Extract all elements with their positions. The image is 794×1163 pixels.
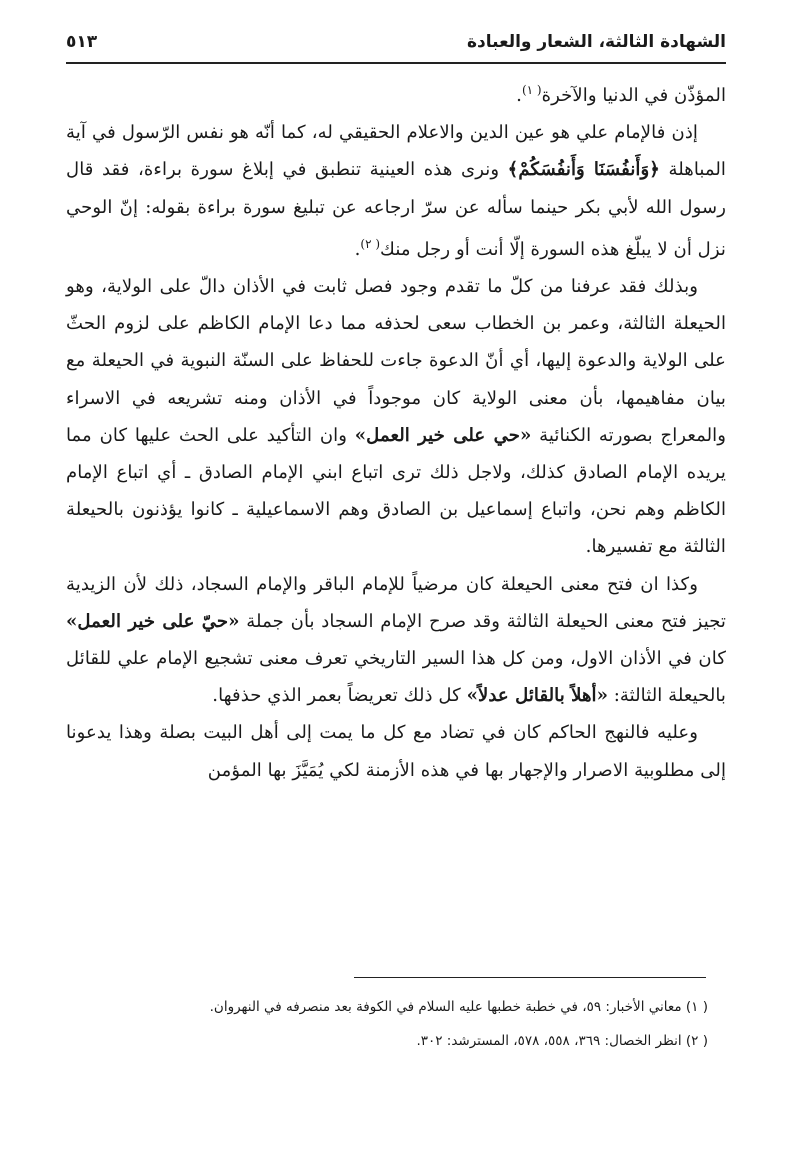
paragraph-text: إذن فالإمام علي هو عين الدين والاعلام الحقيقي له، كما أنّه هو نفس الرّسول في آية المباهلة (66, 122, 726, 181)
quran-quote: ﴿وَأَنفُسَنَا وَأَنفُسَكُمْ﴾ (507, 159, 660, 181)
paragraph-text: . (516, 85, 522, 106)
paragraph-text: . (354, 238, 361, 260)
footnote-ref-2[interactable]: ( ٢) (360, 236, 381, 251)
paragraph-text: كان في الأذان الاول، ومن كل هذا السير التاريخي تعرف معنى تشجيع الإمام علي للقائل بالحيعلة الثالثة: (66, 648, 726, 707)
paragraph-text: كل ذلك تعريضاً بعمر الذي حذفها. (212, 685, 467, 707)
paragraph-text: وان التأكيد على الحث عليها كان مما يريده الإمام الصادق كذلك، ولاجل ذلك ترى اتباع ابني الإمام الصادق ـ أي اتباع الإمام الكاظم وهم نحن، واتباع إسماعيل بن الصادق وهم الاسماعيلية ـ كانوا يؤذنون بالحيعلة الثالثة مع تفسيرها. (66, 424, 726, 558)
bold-phrase: «أهلاً بالقائل عدلاً» (466, 685, 608, 707)
paragraph-2 (66, 114, 726, 268)
paragraph-5 (66, 714, 726, 788)
page-number: ٥١٣ (66, 32, 98, 52)
bold-phrase: «حيّ على خير العمل» (66, 610, 240, 632)
footnotes (66, 990, 708, 1058)
body-text (66, 72, 726, 789)
footnote-ref-1[interactable]: ( ١) (521, 83, 542, 97)
paragraph-text: وعليه فالنهج الحاكم كان في تضاد مع كل ما يمت إلى أهل البيت بصلة وهذا يدعونا إلى مطلوبية الاصرار والإجهار بها في هذه الأزمنة لكي يُمَيَّزَ بها المؤمن (66, 722, 726, 781)
footnote-separator (354, 977, 706, 978)
chapter-title: الشهادة الثالثة، الشعار والعبادة (467, 32, 726, 52)
paragraph-text: وكذا ان فتح معنى الحيعلة كان مرضياً للإمام الباقر والإمام السجاد، ذلك لأن الزيدية تجيز فتح معنى الحيعلة الثالثة وقد صرح الإمام السجاد بأن جملة (66, 573, 726, 632)
paragraph-4 (66, 566, 726, 715)
paragraph-1 (66, 72, 726, 114)
footnote-1: ( ١) معاني الأخبار: ٥٩، في خطبة خطبها عليه السلام في الكوفة بعد منصرفه في النهروان. (209, 999, 708, 1015)
paragraph-text: ونرى هذه العينية تنطبق في إبلاغ سورة براءة، فقد قال رسول الله لأبي بكر حينما سأله عن سرّ ارجاعه عن تبليغ سورة براءة بقوله: إنّ الوحي نزل أن لا يبلّغ هذه السورة إلّا أنت أو رجل منك (66, 159, 726, 260)
footnote-2: ( ٢) انظر الخصال: ٣٦٩، ٥٥٨، ٥٧٨، المسترشد: ٣٠٢. (416, 1033, 708, 1049)
paragraph-text: المؤذّن في الدنيا والآخرة (541, 85, 726, 106)
bold-phrase: «حي على خير العمل» (354, 424, 532, 446)
running-header (66, 28, 726, 64)
paragraph-text: وبذلك فقد عرفنا من كلّ ما تقدم وجود فصل ثابت في الأذان دالّ على الولاية، وهو الحيعلة الثالثة، وعمر بن الخطاب سعى لحذفه مما دعا الإمام الكاظم على لزوم الحثّ على الولاية والدعوة إليها، أي أنّ الدعوة جاءت للحفاظ على السنّة النبوية في الحيعلة مع بيان مفاهيمها، بأن معنى الولاية كان موجوداً في الأذان ومنه تشريعه في الاسراء والمعراج بصورته الكنائية (66, 276, 726, 446)
paragraph-3 (66, 268, 726, 566)
